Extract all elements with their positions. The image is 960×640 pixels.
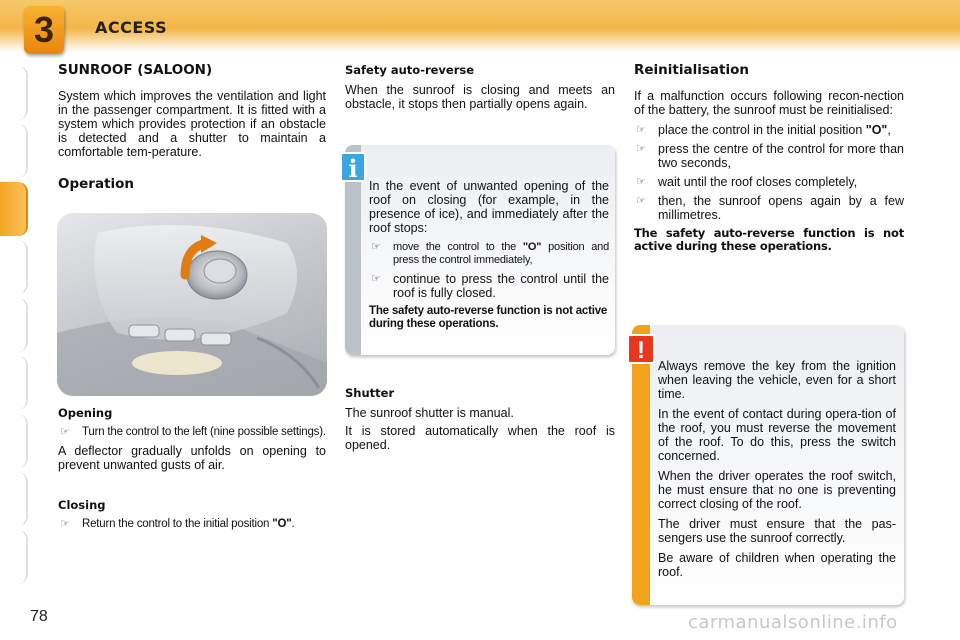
warning-p2: In the event of contact during opera-tion of the roof, you must reverse the movement of the roof. To do this, press the switch concerned. bbox=[658, 407, 896, 463]
pointing-hand-icon: ☞ bbox=[636, 143, 646, 155]
reinit-intro: If a malfunction occurs following recon-nection of the battery, the sunroof must be reinitialised: bbox=[634, 89, 904, 117]
reinit-bullet-3: ☞ wait until the roof closes completely, bbox=[636, 175, 858, 189]
warning-p1: Always remove the key from the ignition when leaving the vehicle, even for a short time. bbox=[658, 359, 896, 401]
chapter-tab-9[interactable] bbox=[0, 530, 28, 584]
pointing-hand-icon: ☞ bbox=[60, 518, 70, 530]
left-column-lower bbox=[58, 406, 326, 536]
warning-box bbox=[632, 325, 904, 605]
shutter-section bbox=[345, 386, 615, 458]
chapter-tab-2[interactable] bbox=[0, 124, 28, 178]
reinit-heading: Reinitialisation bbox=[634, 62, 749, 78]
warning-p4: The driver must ensure that the pas-sengers use the sunroof correctly. bbox=[658, 517, 896, 545]
reinit-bullet-2: ☞ press the centre of the control for more than two seconds, bbox=[636, 142, 904, 170]
info-box-note: The safety auto-reverse function is not active during these operations. bbox=[369, 305, 608, 330]
operation-heading: Operation bbox=[58, 176, 135, 192]
pointing-hand-icon: ☞ bbox=[636, 124, 646, 136]
closing-bullet: ☞ Return the control to the initial position "O". bbox=[60, 518, 295, 530]
info-box-content bbox=[369, 179, 609, 337]
shutter-text-1: The sunroof shutter is manual. bbox=[345, 406, 514, 420]
warning-p3: When the driver operates the roof switch, he must ensure that no one is preventing correct closing of the roof. bbox=[658, 469, 896, 511]
opening-bullet: ☞ Turn the control to the left (nine possible settings). bbox=[60, 426, 326, 438]
sunroof-control-drawing bbox=[57, 213, 327, 396]
info-icon: i bbox=[340, 152, 366, 182]
chapter-tab-6[interactable] bbox=[0, 356, 28, 410]
intro-text: System which improves the ventilation and light in the passenger compartment. It is fitted with a system which provides protection if an obstacle is detected and a shutter to maintain a comfortable tem-perature. bbox=[58, 89, 326, 159]
section-title: SUNROOF (SALOON) bbox=[58, 62, 213, 78]
right-column bbox=[634, 63, 904, 259]
sunroof-control-illustration bbox=[57, 213, 327, 396]
info-box bbox=[345, 145, 615, 355]
middle-column bbox=[345, 63, 615, 117]
info-box-bullet-2: ☞ continue to press the control until the roof is fully closed. bbox=[371, 272, 609, 300]
left-column bbox=[58, 63, 326, 191]
warning-icon: ! bbox=[627, 334, 655, 364]
pointing-hand-icon: ☞ bbox=[371, 241, 381, 253]
warning-box-content bbox=[658, 359, 896, 585]
info-box-intro: In the event of unwanted opening of the roof on closing (for example, in the presence of ice), and immediately after the roof stops: bbox=[369, 179, 609, 235]
watermark: carmanualsonline.info bbox=[688, 612, 898, 633]
pointing-hand-icon: ☞ bbox=[636, 195, 646, 207]
chapter-tab-1[interactable] bbox=[0, 66, 28, 120]
chapter-tab-4[interactable] bbox=[0, 240, 28, 294]
info-box-bullet-1: ☞ move the control to the "O" position and press the control immediately, bbox=[371, 241, 609, 266]
chapter-tab-5[interactable] bbox=[0, 298, 28, 352]
reinit-bullet-4: ☞ then, the sunroof opens again by a few millimetres. bbox=[636, 194, 904, 222]
safety-heading: Safety auto-reverse bbox=[345, 63, 475, 77]
page-number: 78 bbox=[30, 608, 48, 625]
closing-heading: Closing bbox=[58, 498, 106, 512]
opening-heading: Opening bbox=[58, 406, 113, 420]
shutter-text-2: It is stored automatically when the roof is opened. bbox=[345, 424, 615, 452]
pointing-hand-icon: ☞ bbox=[636, 176, 646, 188]
chapter-number-badge: 3 bbox=[24, 6, 64, 54]
deflector-text: A deflector gradually unfolds on opening to prevent unwanted gusts of air. bbox=[58, 444, 326, 472]
pointing-hand-icon: ☞ bbox=[371, 273, 381, 285]
pointing-hand-icon: ☞ bbox=[60, 426, 70, 438]
shutter-heading: Shutter bbox=[345, 386, 395, 400]
chapter-tab-7[interactable] bbox=[0, 414, 28, 468]
safety-text: When the sunroof is closing and meets an obstacle, it stops then partially opens again. bbox=[345, 83, 615, 111]
chapter-title: ACCESS bbox=[95, 18, 168, 37]
page-header bbox=[0, 0, 960, 52]
warning-p5: Be aware of children when operating the roof. bbox=[658, 551, 896, 579]
reinit-bullet-1: ☞ place the control in the initial position "O", bbox=[636, 123, 891, 137]
chapter-tab-3-active[interactable] bbox=[0, 182, 28, 236]
reinit-note: The safety auto-reverse function is not active during these operations. bbox=[634, 226, 904, 253]
chapter-tab-8[interactable] bbox=[0, 472, 28, 526]
